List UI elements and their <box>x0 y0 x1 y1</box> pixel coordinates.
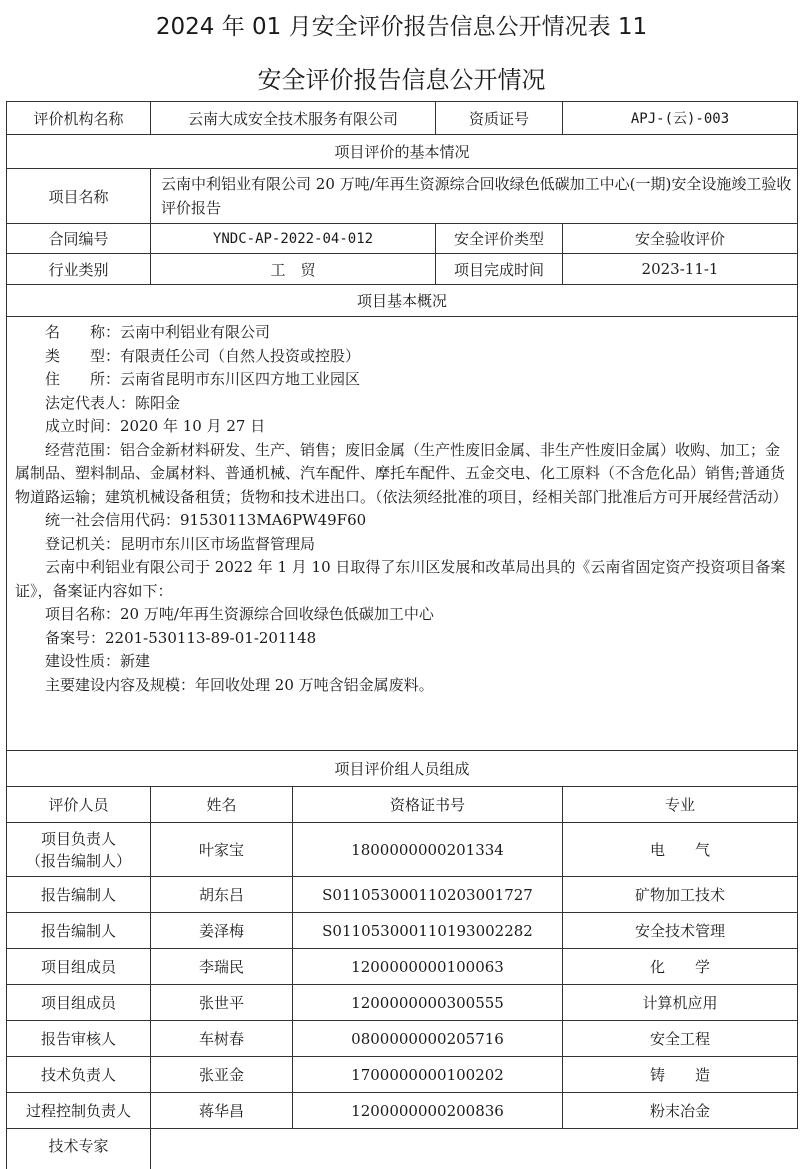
overview-row <box>7 317 798 751</box>
contract-label: 合同编号 <box>7 224 151 254</box>
team-cert: S011053000110203001727 <box>293 877 563 913</box>
overview-content <box>7 317 798 751</box>
disclosure-table <box>6 101 798 1169</box>
overview-line: 经营范围：铝合金新材料研发、生产、销售；废旧金属（生产性废旧金属、非生产性废旧金属）收购、加工；金属制品、塑料制品、金属材料、普通机械、汽车配件、摩托车配件、五金交电、化工原料（不含危化品）销售;普通货物道路运输；建筑机械设备租赁；货物和技术进出口。（依法须经批准的项目，经相关部门批准后方可开展经营活动） <box>15 440 788 506</box>
team-row <box>7 1021 798 1057</box>
team-role <box>7 823 151 877</box>
overview-line: 成立时间：2020 年 10 月 27 日 <box>45 417 266 435</box>
team-person-name: 蒋华昌 <box>151 1093 293 1129</box>
document-title: 2024 年 01 月安全评价报告信息公开情况表 11 <box>155 14 648 40</box>
team-person-name: 姜泽梅 <box>151 913 293 949</box>
team-role: 技术负责人 <box>7 1057 151 1093</box>
team-header-row <box>7 787 798 823</box>
expert-empty <box>293 1129 798 1169</box>
team-major: 化 学 <box>563 949 798 985</box>
team-row <box>7 1057 798 1093</box>
overview-line: 类 型：有限责任公司（自然人投资或控股） <box>45 346 361 365</box>
expert-value <box>151 1129 293 1169</box>
document-subtitle: 安全评价报告信息公开情况 <box>257 66 546 94</box>
cert-value: APJ-(云)-003 <box>563 102 798 135</box>
team-role: 过程控制负责人 <box>7 1093 151 1129</box>
org-label: 评价机构名称 <box>7 102 151 135</box>
team-row <box>7 877 798 913</box>
team-major: 安全技术管理 <box>563 913 798 949</box>
expert-label: 技术专家 <box>7 1129 151 1169</box>
team-row <box>7 949 798 985</box>
team-cert: S011053000110193002282 <box>293 913 563 949</box>
eval-type-label: 安全评价类型 <box>436 224 563 254</box>
overview-line: 住 所：云南省昆明市东川区四方地工业园区 <box>45 370 361 388</box>
team-cert: 1700000000100202 <box>293 1057 563 1093</box>
team-cert: 1800000000201334 <box>293 823 563 877</box>
overview-line: 云南中利铝业有限公司于 2022 年 1 月 10 日取得了东川区发展和改革局出具的《云南省固定资产投资项目备案证》，备案证内容如下： <box>15 558 786 600</box>
team-role-line: 项目负责人 <box>40 829 116 848</box>
team-header-cert: 资格证书号 <box>293 787 563 823</box>
finish-time-value: 2023-11-1 <box>563 254 798 285</box>
team-cert: 1200000000100063 <box>293 949 563 985</box>
team-major: 电 气 <box>563 823 798 877</box>
team-row <box>7 1093 798 1129</box>
overview-line: 备案号：2201-530113-89-01-201148 <box>45 628 317 647</box>
team-role-line: （报告编制人） <box>25 851 131 870</box>
team-major: 矿物加工技术 <box>563 877 798 913</box>
org-row <box>7 102 798 135</box>
org-value: 云南大成安全技术服务有限公司 <box>151 102 436 135</box>
team-major: 安全工程 <box>563 1021 798 1057</box>
overview-line: 项目名称：20 万吨/年再生资源综合回收绿色低碳加工中心 <box>45 605 434 623</box>
project-name-value: 云南中利铝业有限公司 20 万吨/年再生资源综合回收绿色低碳加工中心(一期)安全设施竣工验收评价报告 <box>151 169 798 224</box>
team-person-name: 张世平 <box>151 985 293 1021</box>
contract-value: YNDC-AP-2022-04-012 <box>151 224 436 254</box>
overview-section-title: 项目基本概况 <box>7 285 798 317</box>
team-row <box>7 913 798 949</box>
team-role: 报告审核人 <box>7 1021 151 1057</box>
team-role: 项目组成员 <box>7 985 151 1021</box>
overview-line: 统一社会信用代码：91530113MA6PW49F60 <box>45 511 367 529</box>
industry-value: 工 贸 <box>151 254 436 285</box>
team-section-title: 项目评价组人员组成 <box>7 751 798 787</box>
team-cert: 1200000000300555 <box>293 985 563 1021</box>
overview-line: 建设性质：新建 <box>45 652 151 670</box>
team-role: 报告编制人 <box>7 877 151 913</box>
contract-row <box>7 224 798 254</box>
eval-type-value: 安全验收评价 <box>563 224 798 254</box>
team-person-name: 车树春 <box>151 1021 293 1057</box>
overview-line: 法定代表人：陈阳金 <box>45 393 181 412</box>
team-row <box>7 823 798 877</box>
industry-label: 行业类别 <box>7 254 151 285</box>
team-role: 报告编制人 <box>7 913 151 949</box>
team-person-name: 叶家宝 <box>151 823 293 877</box>
team-cert: 0800000000205716 <box>293 1021 563 1057</box>
team-header-major: 专业 <box>563 787 798 823</box>
team-major: 铸 造 <box>563 1057 798 1093</box>
team-header-role: 评价人员 <box>7 787 151 823</box>
team-person-name: 胡东吕 <box>151 877 293 913</box>
team-major: 计算机应用 <box>563 985 798 1021</box>
team-cert: 1200000000200836 <box>293 1093 563 1129</box>
expert-row <box>7 1129 798 1169</box>
team-row <box>7 985 798 1021</box>
cert-label: 资质证号 <box>436 102 563 135</box>
basic-section-title: 项目评价的基本情况 <box>7 135 798 169</box>
project-name-label: 项目名称 <box>7 169 151 224</box>
team-person-name: 李瑞民 <box>151 949 293 985</box>
overview-line: 名 称：云南中利铝业有限公司 <box>45 323 271 341</box>
team-major: 粉末冶金 <box>563 1093 798 1129</box>
project-name-row <box>7 169 798 224</box>
industry-row <box>7 254 798 285</box>
team-header-name: 姓名 <box>151 787 293 823</box>
finish-time-label: 项目完成时间 <box>436 254 563 285</box>
overview-line: 主要建设内容及规模：年回收处理 20 万吨含铝金属废料。 <box>45 675 434 694</box>
team-role: 项目组成员 <box>7 949 151 985</box>
overview-line: 登记机关：昆明市东川区市场监督管理局 <box>45 534 316 553</box>
team-person-name: 张亚金 <box>151 1057 293 1093</box>
